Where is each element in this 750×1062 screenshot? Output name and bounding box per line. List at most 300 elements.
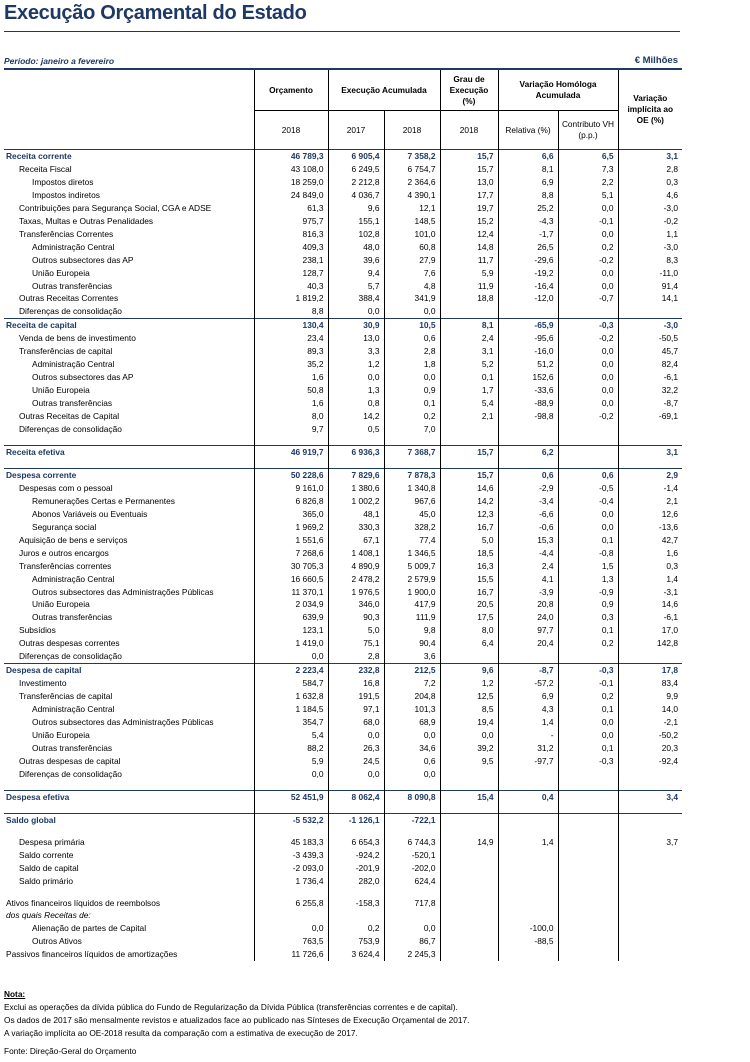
cell-grau-execucao: [440, 650, 498, 663]
cell-orcamento-2018: 816,3: [254, 228, 328, 241]
cell-execucao-2017: [328, 888, 384, 897]
cell-grau-execucao: [440, 888, 498, 897]
cell-execucao-2018: 967,6: [384, 495, 440, 508]
table-row: [4, 897, 682, 910]
cell-grau-execucao: 17,7: [440, 189, 498, 202]
row-label: Despesa primária: [19, 836, 85, 847]
cell-execucao-2017: 1,3: [328, 384, 384, 397]
cell-execucao-2017: 8 062,4: [328, 790, 384, 803]
note-line: Os dados de 2017 são mensalmente revistos e atualizados face ao publicado nas Sínteses de Execução Orçamental de 2017.: [4, 1015, 470, 1025]
row-label: Outras transferências: [32, 612, 113, 623]
row-label: Outros Ativos: [32, 936, 82, 947]
cell-execucao-2018: [384, 827, 440, 836]
cell-grau-execucao: [440, 768, 498, 781]
cell-grau-execucao: [440, 922, 498, 935]
table-row: [4, 729, 682, 742]
note-line: A variação implícita ao OE-2018 resulta da comparação com a estimativa de execução de 2017.: [4, 1028, 358, 1038]
cell-execucao-2018: 101,3: [384, 703, 440, 716]
table-row: [4, 690, 682, 703]
cell-execucao-2017: [328, 459, 384, 469]
row-label: Outros subsectores das Administrações Públicas: [32, 717, 214, 728]
cell-execucao-2018: 0,6: [384, 755, 440, 768]
source-label: Fonte: Direção-Geral do Orçamento: [4, 1046, 137, 1056]
row-label: União Europeia: [32, 385, 90, 396]
cell-variacao-implicita: 2,8: [618, 163, 682, 176]
row-label: Outras transferências: [32, 398, 113, 409]
table-row: [4, 176, 682, 189]
table-row: [4, 305, 682, 318]
cell-variacao-implicita: [618, 827, 682, 836]
cell-variacao-implicita: 32,2: [618, 384, 682, 397]
row-label: Investimento: [19, 678, 67, 689]
cell-variacao-implicita: [618, 650, 682, 663]
cell-grau-execucao: 8,1: [440, 319, 498, 332]
cell-orcamento-2018: 0,0: [254, 768, 328, 781]
row-label: Despesas com o pessoal: [19, 482, 113, 493]
cell-execucao-2017: 7 829,6: [328, 468, 384, 481]
cell-variacao-implicita: -6,1: [618, 611, 682, 624]
cell-execucao-2017: 67,1: [328, 534, 384, 547]
cell-orcamento-2018: 9 161,0: [254, 482, 328, 495]
cell-variacao-relativa: [498, 875, 558, 888]
cell-orcamento-2018: 46 919,7: [254, 445, 328, 458]
row-label: Outras despesas correntes: [19, 638, 120, 649]
cell-variacao-implicita: [618, 423, 682, 436]
cell-orcamento-2018: 2 223,4: [254, 664, 328, 677]
table-row: [4, 716, 682, 729]
cell-orcamento-2018: 1 736,4: [254, 875, 328, 888]
table-row: [4, 862, 682, 875]
cell-variacao-relativa: -95,6: [498, 332, 558, 345]
cell-grau-execucao: 5,2: [440, 358, 498, 371]
cell-variacao-implicita: 83,4: [618, 677, 682, 690]
cell-orcamento-2018: 2 034,9: [254, 598, 328, 611]
cell-variacao-relativa: -6,6: [498, 508, 558, 521]
cell-orcamento-2018: 89,3: [254, 345, 328, 358]
period-label: Período: janeiro a fevereiro: [4, 56, 115, 66]
row-label: Receita efetiva: [4, 445, 254, 458]
cell-grau-execucao: 16,7: [440, 521, 498, 534]
cell-orcamento-2018: 18 259,0: [254, 176, 328, 189]
cell-execucao-2017: 13,0: [328, 332, 384, 345]
cell-orcamento-2018: 43 108,0: [254, 163, 328, 176]
cell-variacao-implicita: 3,7: [618, 836, 682, 849]
cell-execucao-2017: -1 126,1: [328, 813, 384, 826]
row-label: Diferenças de consolidação: [19, 651, 122, 662]
cell-orcamento-2018: [254, 827, 328, 836]
row-label: Transferências correntes: [19, 560, 112, 571]
cell-execucao-2018: -520,1: [384, 849, 440, 862]
row-label: Abonos Variáveis ou Eventuais: [32, 508, 148, 519]
table-row: [4, 560, 682, 573]
cell-contributo-vh: 0,6: [558, 468, 618, 481]
cell-orcamento-2018: 123,1: [254, 624, 328, 637]
header-contributo: Contributo VH (p.p.): [558, 111, 618, 150]
cell-grau-execucao: 15,7: [440, 150, 498, 163]
cell-execucao-2017: 0,5: [328, 423, 384, 436]
cell-variacao-implicita: [618, 897, 682, 910]
cell-contributo-vh: 0,0: [558, 345, 618, 358]
cell-variacao-relativa: -: [498, 729, 558, 742]
cell-variacao-relativa: 25,2: [498, 202, 558, 215]
cell-orcamento-2018: 88,2: [254, 742, 328, 755]
cell-execucao-2017: 6 654,3: [328, 836, 384, 849]
cell-grau-execucao: 5,4: [440, 397, 498, 410]
cell-variacao-implicita: [618, 768, 682, 781]
cell-execucao-2018: 9,8: [384, 624, 440, 637]
cell-grau-execucao: 12,4: [440, 228, 498, 241]
notes-title: Nota:: [4, 989, 26, 999]
cell-contributo-vh: 0,1: [558, 534, 618, 547]
cell-contributo-vh: 0,0: [558, 358, 618, 371]
cell-grau-execucao: 39,2: [440, 742, 498, 755]
cell-execucao-2017: 75,1: [328, 637, 384, 650]
row-label: [4, 804, 254, 814]
cell-variacao-relativa: [498, 948, 558, 961]
cell-grau-execucao: 8,0: [440, 624, 498, 637]
cell-variacao-implicita: -3,0: [618, 202, 682, 215]
cell-execucao-2017: 90,3: [328, 611, 384, 624]
cell-execucao-2018: 1,8: [384, 358, 440, 371]
cell-orcamento-2018: [254, 436, 328, 446]
cell-variacao-implicita: 8,3: [618, 254, 682, 267]
header-year-grau: 2018: [440, 111, 498, 150]
cell-contributo-vh: [558, 305, 618, 318]
cell-execucao-2018: 0,0: [384, 729, 440, 742]
cell-grau-execucao: 11,7: [440, 254, 498, 267]
cell-execucao-2017: 48,0: [328, 241, 384, 254]
cell-execucao-2018: 2 364,6: [384, 176, 440, 189]
cell-execucao-2018: 0,0: [384, 371, 440, 384]
cell-variacao-relativa: -65,9: [498, 319, 558, 332]
cell-grau-execucao: 5,0: [440, 534, 498, 547]
cell-contributo-vh: 0,2: [558, 241, 618, 254]
header-blank-2: [4, 111, 254, 150]
cell-execucao-2017: 3,3: [328, 345, 384, 358]
cell-grau-execucao: 15,4: [440, 790, 498, 803]
table-row: [4, 909, 682, 922]
table-row: [4, 827, 682, 836]
cell-execucao-2017: 6 249,5: [328, 163, 384, 176]
cell-variacao-relativa: -16,0: [498, 345, 558, 358]
cell-grau-execucao: 16,7: [440, 586, 498, 599]
cell-grau-execucao: 19,4: [440, 716, 498, 729]
cell-contributo-vh: -0,5: [558, 482, 618, 495]
cell-execucao-2018: [384, 888, 440, 897]
cell-execucao-2017: -201,9: [328, 862, 384, 875]
cell-variacao-implicita: 4,6: [618, 189, 682, 202]
table-row: [4, 423, 682, 436]
cell-contributo-vh: 0,2: [558, 637, 618, 650]
table-row: [4, 459, 682, 469]
cell-grau-execucao: 18,5: [440, 547, 498, 560]
cell-execucao-2017: 388,4: [328, 292, 384, 305]
cell-variacao-relativa: 24,0: [498, 611, 558, 624]
cell-variacao-relativa: -16,4: [498, 280, 558, 293]
cell-orcamento-2018: 763,5: [254, 935, 328, 948]
cell-execucao-2017: 4 890,9: [328, 560, 384, 573]
cell-execucao-2018: 417,9: [384, 598, 440, 611]
cell-contributo-vh: 7,3: [558, 163, 618, 176]
cell-execucao-2017: 155,1: [328, 215, 384, 228]
cell-contributo-vh: 0,0: [558, 508, 618, 521]
cell-grau-execucao: 18,8: [440, 292, 498, 305]
cell-execucao-2017: 2,8: [328, 650, 384, 663]
cell-execucao-2018: 10,5: [384, 319, 440, 332]
row-label: Venda de bens de investimento: [19, 333, 136, 344]
cell-contributo-vh: [558, 827, 618, 836]
cell-contributo-vh: [558, 445, 618, 458]
cell-grau-execucao: [440, 423, 498, 436]
cell-variacao-implicita: -50,2: [618, 729, 682, 742]
budget-table-container: [4, 68, 682, 961]
cell-execucao-2018: 7 878,3: [384, 468, 440, 481]
header-variacao: Variação Homóloga Acumulada: [498, 69, 618, 111]
cell-variacao-relativa: [498, 849, 558, 862]
cell-variacao-relativa: 15,3: [498, 534, 558, 547]
cell-execucao-2018: 0,0: [384, 768, 440, 781]
cell-execucao-2018: 2,8: [384, 345, 440, 358]
unit-label: € Milhões: [634, 55, 678, 66]
header-orcamento: Orçamento: [254, 69, 328, 111]
cell-execucao-2018: 77,4: [384, 534, 440, 547]
cell-contributo-vh: 0,0: [558, 521, 618, 534]
header-year-orcamento: 2018: [254, 111, 328, 150]
cell-orcamento-2018: 1 184,5: [254, 703, 328, 716]
cell-grau-execucao: [440, 459, 498, 469]
cell-variacao-relativa: 4,3: [498, 703, 558, 716]
row-label: Outros subsectores das AP: [32, 372, 134, 383]
cell-grau-execucao: 16,3: [440, 560, 498, 573]
cell-grau-execucao: 12,5: [440, 690, 498, 703]
table-row: [4, 521, 682, 534]
cell-grau-execucao: 19,7: [440, 202, 498, 215]
cell-grau-execucao: 15,2: [440, 215, 498, 228]
cell-orcamento-2018: 46 789,3: [254, 150, 328, 163]
table-row: [4, 482, 682, 495]
table-row: [4, 345, 682, 358]
cell-execucao-2018: 717,8: [384, 897, 440, 910]
cell-grau-execucao: 12,3: [440, 508, 498, 521]
cell-orcamento-2018: 7 268,6: [254, 547, 328, 560]
cell-execucao-2018: 1 340,8: [384, 482, 440, 495]
cell-execucao-2018: 1 900,0: [384, 586, 440, 599]
table-row: [4, 547, 682, 560]
cell-orcamento-2018: 6 826,8: [254, 495, 328, 508]
title-divider: [4, 31, 680, 32]
cell-variacao-implicita: [618, 948, 682, 961]
row-label: Outras despesas de capital: [19, 755, 121, 766]
cell-grau-execucao: 13,0: [440, 176, 498, 189]
cell-variacao-relativa: 6,9: [498, 690, 558, 703]
cell-variacao-implicita: 1,4: [618, 573, 682, 586]
cell-execucao-2018: 212,5: [384, 664, 440, 677]
cell-orcamento-2018: 354,7: [254, 716, 328, 729]
cell-grau-execucao: [440, 804, 498, 814]
cell-variacao-relativa: -2,9: [498, 482, 558, 495]
cell-variacao-implicita: [618, 804, 682, 814]
table-row: [4, 292, 682, 305]
cell-contributo-vh: [558, 935, 618, 948]
cell-contributo-vh: 0,0: [558, 384, 618, 397]
cell-orcamento-2018: 45 183,3: [254, 836, 328, 849]
cell-execucao-2017: 753,9: [328, 935, 384, 948]
cell-execucao-2017: 5,7: [328, 280, 384, 293]
table-row: [4, 637, 682, 650]
cell-variacao-relativa: 0,6: [498, 468, 558, 481]
table-row-total: [4, 150, 682, 163]
table-row: [4, 836, 682, 849]
cell-contributo-vh: [558, 790, 618, 803]
cell-variacao-implicita: -6,1: [618, 371, 682, 384]
cell-variacao-relativa: [498, 650, 558, 663]
cell-contributo-vh: 0,1: [558, 703, 618, 716]
row-label: Diferenças de consolidação: [19, 306, 122, 317]
cell-execucao-2018: 7,6: [384, 267, 440, 280]
row-label: Outros subsectores das Administrações Públicas: [32, 586, 214, 597]
cell-contributo-vh: 0,3: [558, 611, 618, 624]
cell-contributo-vh: 0,9: [558, 598, 618, 611]
cell-execucao-2017: 26,3: [328, 742, 384, 755]
cell-variacao-implicita: [618, 459, 682, 469]
row-label: Outras Receitas de Capital: [19, 411, 120, 422]
cell-contributo-vh: -0,4: [558, 495, 618, 508]
header-blank: [4, 69, 254, 111]
cell-variacao-implicita: -1,4: [618, 482, 682, 495]
cell-contributo-vh: -0,2: [558, 254, 618, 267]
table-row: [4, 215, 682, 228]
table-row: [4, 410, 682, 423]
cell-contributo-vh: [558, 849, 618, 862]
cell-execucao-2017: 330,3: [328, 521, 384, 534]
row-label: União Europeia: [32, 729, 90, 740]
table-row: [4, 436, 682, 446]
table-body: [4, 150, 682, 962]
cell-orcamento-2018: 584,7: [254, 677, 328, 690]
cell-variacao-relativa: 6,6: [498, 150, 558, 163]
cell-contributo-vh: [558, 897, 618, 910]
row-label: União Europeia: [32, 267, 90, 278]
row-label: Transferências Correntes: [19, 228, 114, 239]
cell-grau-execucao: 0,0: [440, 729, 498, 742]
row-label: Impostos diretos: [32, 176, 94, 187]
cell-contributo-vh: -0,7: [558, 292, 618, 305]
header-execucao: Execução Acumulada: [328, 69, 440, 111]
cell-contributo-vh: [558, 781, 618, 791]
cell-variacao-relativa: 152,6: [498, 371, 558, 384]
cell-variacao-relativa: -33,6: [498, 384, 558, 397]
row-label: Receita Fiscal: [19, 163, 72, 174]
row-label: Transferências de capital: [19, 346, 113, 357]
cell-contributo-vh: [558, 922, 618, 935]
cell-execucao-2017: 0,0: [328, 729, 384, 742]
cell-variacao-implicita: 82,4: [618, 358, 682, 371]
cell-contributo-vh: -0,1: [558, 677, 618, 690]
row-label: [4, 827, 254, 836]
cell-contributo-vh: 0,0: [558, 267, 618, 280]
cell-execucao-2017: [328, 804, 384, 814]
cell-variacao-relativa: -29,6: [498, 254, 558, 267]
cell-contributo-vh: [558, 436, 618, 446]
table-row: [4, 534, 682, 547]
table-row: [4, 948, 682, 961]
cell-execucao-2018: 12,1: [384, 202, 440, 215]
cell-contributo-vh: -0,3: [558, 664, 618, 677]
row-label: dos quais Receitas de:: [6, 910, 91, 921]
cell-variacao-implicita: 0,3: [618, 176, 682, 189]
cell-contributo-vh: -0,3: [558, 319, 618, 332]
cell-variacao-relativa: 51,2: [498, 358, 558, 371]
cell-variacao-relativa: -12,0: [498, 292, 558, 305]
header-relativa: Relativa (%): [498, 111, 558, 150]
cell-variacao-relativa: [498, 768, 558, 781]
cell-execucao-2017: 9,6: [328, 202, 384, 215]
cell-variacao-implicita: [618, 888, 682, 897]
cell-grau-execucao: 20,5: [440, 598, 498, 611]
cell-grau-execucao: [440, 781, 498, 791]
cell-variacao-implicita: [618, 305, 682, 318]
cell-execucao-2018: 1 346,5: [384, 547, 440, 560]
cell-execucao-2017: 346,0: [328, 598, 384, 611]
row-label: Administração Central: [32, 241, 115, 252]
cell-execucao-2018: [384, 909, 440, 922]
cell-orcamento-2018: 23,4: [254, 332, 328, 345]
row-label: Aquisição de bens e serviços: [19, 534, 128, 545]
cell-grau-execucao: 2,4: [440, 332, 498, 345]
cell-variacao-implicita: 14,0: [618, 703, 682, 716]
table-row-total: [4, 445, 682, 458]
cell-orcamento-2018: 61,3: [254, 202, 328, 215]
cell-grau-execucao: 14,8: [440, 241, 498, 254]
cell-variacao-relativa: -100,0: [498, 922, 558, 935]
cell-orcamento-2018: 1,6: [254, 371, 328, 384]
table-row: [4, 768, 682, 781]
cell-orcamento-2018: -5 532,2: [254, 813, 328, 826]
cell-orcamento-2018: 8,8: [254, 305, 328, 318]
cell-variacao-implicita: 3,1: [618, 150, 682, 163]
cell-variacao-implicita: 17,8: [618, 664, 682, 677]
cell-execucao-2018: 60,8: [384, 241, 440, 254]
cell-execucao-2017: 0,0: [328, 371, 384, 384]
cell-execucao-2018: 6 754,7: [384, 163, 440, 176]
cell-contributo-vh: [558, 862, 618, 875]
table-row-total: [4, 813, 682, 826]
table-row: [4, 495, 682, 508]
cell-execucao-2017: 2 478,2: [328, 573, 384, 586]
table-row: [4, 703, 682, 716]
cell-variacao-implicita: -2,1: [618, 716, 682, 729]
cell-execucao-2018: 0,6: [384, 332, 440, 345]
row-label: [4, 459, 254, 469]
cell-execucao-2018: -202,0: [384, 862, 440, 875]
cell-contributo-vh: -0,2: [558, 410, 618, 423]
cell-execucao-2017: 68,0: [328, 716, 384, 729]
cell-variacao-relativa: 31,2: [498, 742, 558, 755]
table-row: [4, 267, 682, 280]
cell-orcamento-2018: 0,0: [254, 650, 328, 663]
cell-grau-execucao: 6,4: [440, 637, 498, 650]
cell-variacao-relativa: -8,7: [498, 664, 558, 677]
cell-variacao-implicita: 20,3: [618, 742, 682, 755]
row-label: Impostos indiretos: [32, 189, 100, 200]
cell-grau-execucao: 15,5: [440, 573, 498, 586]
cell-variacao-relativa: [498, 436, 558, 446]
cell-contributo-vh: 0,0: [558, 729, 618, 742]
cell-variacao-implicita: -3,0: [618, 241, 682, 254]
row-label: Taxas, Multas e Outras Penalidades: [19, 215, 154, 226]
cell-execucao-2018: 204,8: [384, 690, 440, 703]
cell-orcamento-2018: 1,6: [254, 397, 328, 410]
